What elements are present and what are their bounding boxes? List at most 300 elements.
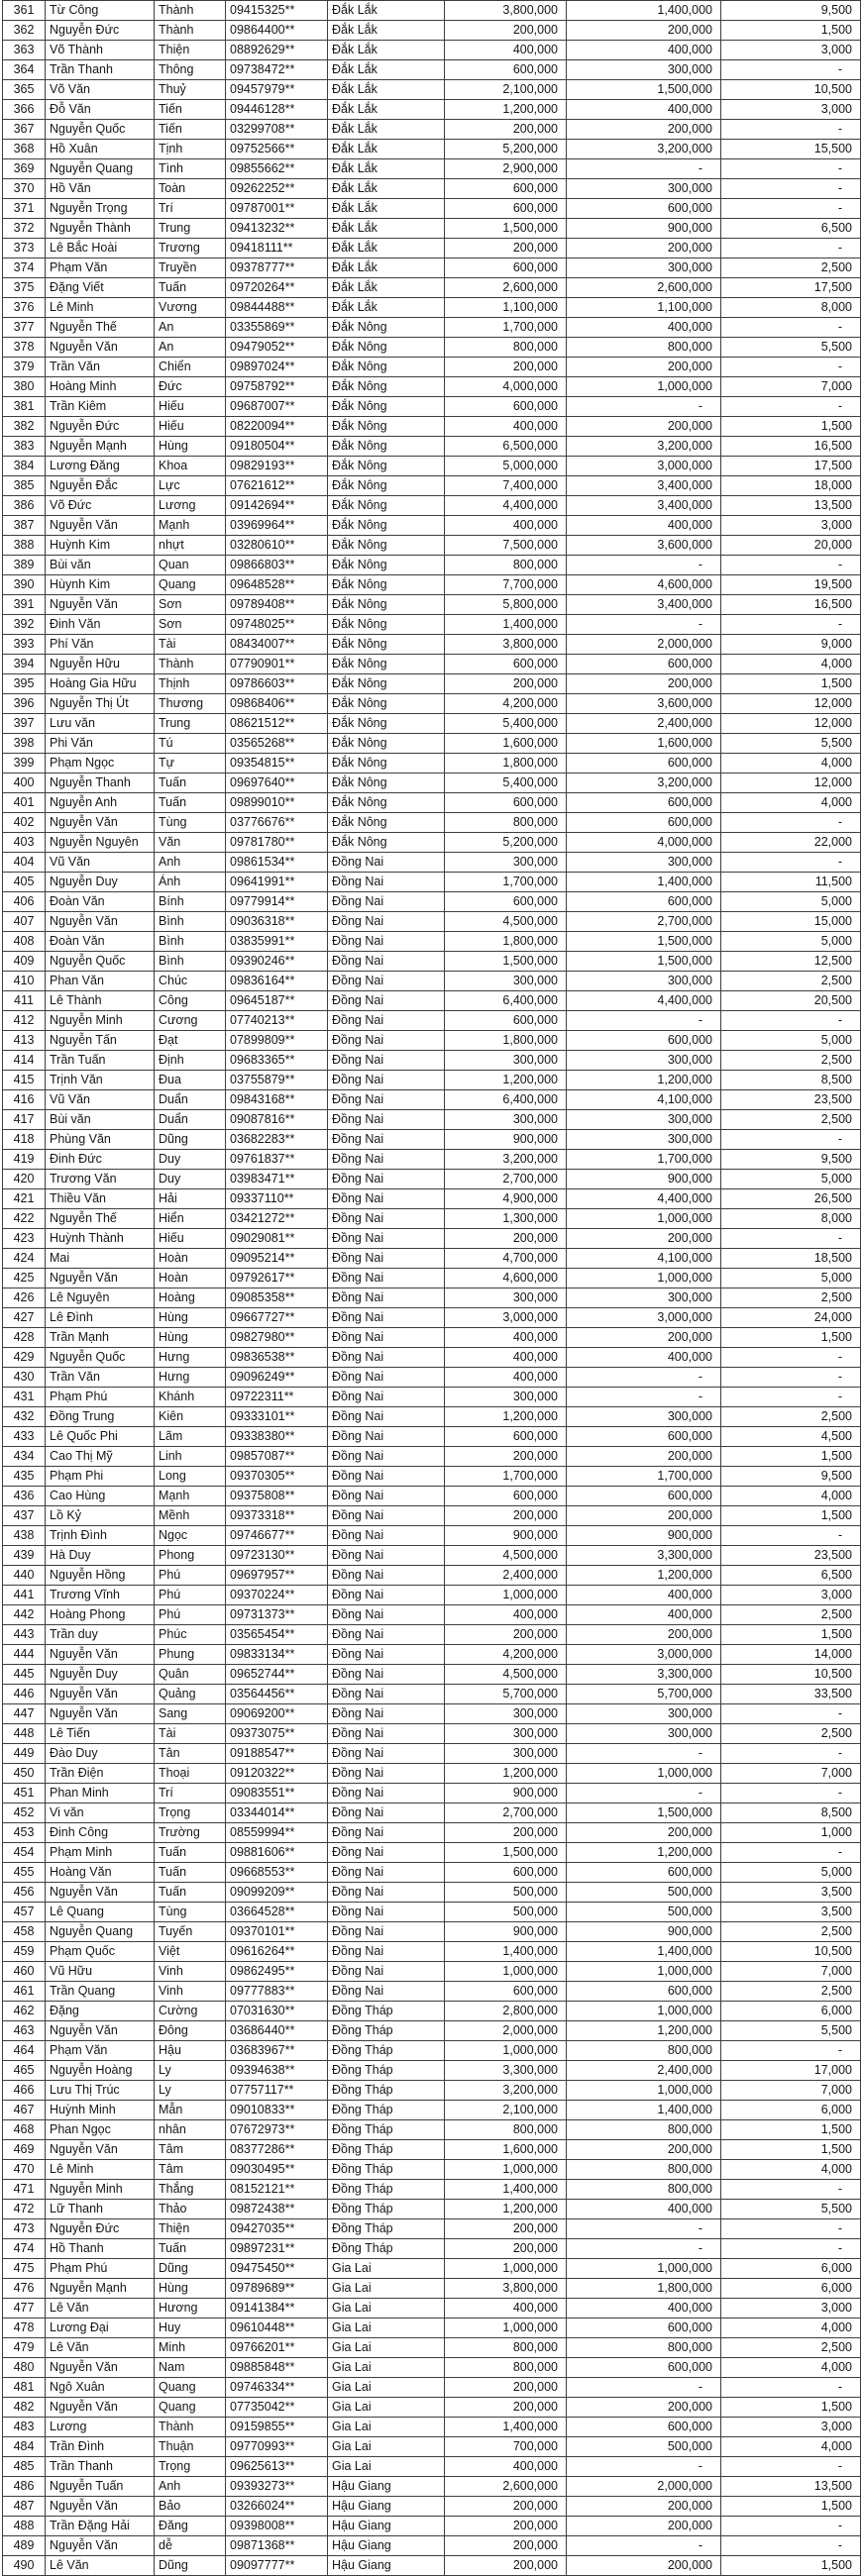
cell-amount2[interactable]: 1,100,000 <box>567 298 721 318</box>
cell-amount2[interactable]: 800,000 <box>567 2180 721 2200</box>
cell-amount2[interactable]: 1,000,000 <box>567 377 721 397</box>
cell-last_name[interactable]: Lê Quang <box>46 1903 155 1922</box>
cell-province[interactable]: Đồng Nai <box>328 1071 445 1090</box>
cell-amount1[interactable]: 200,000 <box>445 239 567 258</box>
cell-phone[interactable]: 07757117** <box>226 2081 328 2101</box>
cell-phone[interactable]: 07621612** <box>226 476 328 496</box>
cell-phone[interactable]: 03565268** <box>226 734 328 754</box>
cell-index[interactable]: 403 <box>3 833 46 853</box>
cell-province[interactable]: Đồng Nai <box>328 1368 445 1388</box>
cell-amount2[interactable]: 600,000 <box>567 1982 721 2002</box>
cell-province[interactable]: Đắk Nông <box>328 655 445 674</box>
cell-amount3[interactable]: - <box>721 2378 861 2398</box>
cell-amount2[interactable]: 200,000 <box>567 2517 721 2536</box>
cell-index[interactable]: 469 <box>3 2140 46 2160</box>
cell-index[interactable]: 436 <box>3 1487 46 1506</box>
cell-amount3[interactable]: 5,500 <box>721 338 861 358</box>
cell-amount2[interactable]: 400,000 <box>567 516 721 536</box>
cell-amount2[interactable]: 300,000 <box>567 1724 721 1744</box>
cell-amount1[interactable]: 400,000 <box>445 516 567 536</box>
cell-amount2[interactable]: 200,000 <box>567 2140 721 2160</box>
cell-first_name[interactable]: Duẩn <box>155 1090 226 1110</box>
cell-last_name[interactable]: Phí Văn <box>46 635 155 655</box>
cell-phone[interactable]: 09855662** <box>226 159 328 179</box>
cell-phone[interactable]: 09748025** <box>226 615 328 635</box>
cell-province[interactable]: Đắk Nông <box>328 694 445 714</box>
cell-last_name[interactable]: Trần Kiêm <box>46 397 155 417</box>
cell-index[interactable]: 466 <box>3 2081 46 2101</box>
cell-amount1[interactable]: 1,600,000 <box>445 2140 567 2160</box>
cell-last_name[interactable]: Trần Thanh <box>46 60 155 80</box>
cell-phone[interactable]: 09668553** <box>226 1863 328 1883</box>
cell-last_name[interactable]: Lê Minh <box>46 2160 155 2180</box>
cell-phone[interactable]: 09836538** <box>226 1348 328 1368</box>
cell-amount3[interactable]: - <box>721 1704 861 1724</box>
cell-last_name[interactable]: Lưu văn <box>46 714 155 734</box>
cell-province[interactable]: Đắk Nông <box>328 457 445 476</box>
cell-amount3[interactable]: 17,000 <box>721 2061 861 2081</box>
cell-last_name[interactable]: Hùynh Kim <box>46 575 155 595</box>
cell-phone[interactable]: 09723130** <box>226 1546 328 1566</box>
cell-first_name[interactable]: Anh <box>155 853 226 873</box>
cell-last_name[interactable]: Từ Công <box>46 1 155 21</box>
cell-amount2[interactable]: - <box>567 1368 721 1388</box>
cell-first_name[interactable]: Thiện <box>155 41 226 60</box>
cell-index[interactable]: 375 <box>3 278 46 298</box>
cell-phone[interactable]: 09827980** <box>226 1328 328 1348</box>
cell-index[interactable]: 467 <box>3 2101 46 2120</box>
cell-amount1[interactable]: 1,400,000 <box>445 615 567 635</box>
cell-province[interactable]: Đắk Nông <box>328 615 445 635</box>
cell-amount3[interactable]: 1,500 <box>721 417 861 437</box>
cell-province[interactable]: Đồng Nai <box>328 1348 445 1368</box>
cell-amount1[interactable]: 4,500,000 <box>445 1546 567 1566</box>
cell-phone[interactable]: 09872438** <box>226 2200 328 2219</box>
cell-province[interactable]: Đắk Nông <box>328 318 445 338</box>
cell-index[interactable]: 390 <box>3 575 46 595</box>
cell-province[interactable]: Đắk Nông <box>328 575 445 595</box>
cell-index[interactable]: 361 <box>3 1 46 21</box>
cell-phone[interactable]: 09697640** <box>226 773 328 793</box>
cell-index[interactable]: 395 <box>3 674 46 694</box>
cell-amount2[interactable]: 600,000 <box>567 2358 721 2378</box>
cell-index[interactable]: 428 <box>3 1328 46 1348</box>
cell-amount1[interactable]: 300,000 <box>445 1704 567 1724</box>
cell-amount3[interactable]: - <box>721 159 861 179</box>
cell-amount1[interactable]: 5,800,000 <box>445 595 567 615</box>
cell-index[interactable]: 420 <box>3 1170 46 1189</box>
cell-phone[interactable]: 09781780** <box>226 833 328 853</box>
cell-index[interactable]: 464 <box>3 2041 46 2061</box>
cell-last_name[interactable]: Hồ Xuân <box>46 140 155 159</box>
cell-first_name[interactable]: Trí <box>155 1784 226 1803</box>
cell-province[interactable]: Đồng Nai <box>328 1427 445 1447</box>
cell-amount1[interactable]: 3,300,000 <box>445 2061 567 2081</box>
cell-amount1[interactable]: 2,600,000 <box>445 278 567 298</box>
cell-phone[interactable]: 09897024** <box>226 358 328 377</box>
cell-index[interactable]: 438 <box>3 1526 46 1546</box>
cell-last_name[interactable]: Đoàn Văn <box>46 892 155 912</box>
cell-index[interactable]: 377 <box>3 318 46 338</box>
cell-amount2[interactable]: - <box>567 556 721 575</box>
cell-last_name[interactable]: Nguyễn Quang <box>46 1922 155 1942</box>
cell-last_name[interactable]: Lương Đại <box>46 2318 155 2338</box>
cell-amount2[interactable]: 900,000 <box>567 1922 721 1942</box>
cell-amount1[interactable]: 200,000 <box>445 2497 567 2517</box>
cell-last_name[interactable]: Nguyễn Hồng <box>46 1566 155 1586</box>
cell-amount1[interactable]: 300,000 <box>445 853 567 873</box>
cell-index[interactable]: 445 <box>3 1665 46 1685</box>
cell-index[interactable]: 483 <box>3 2418 46 2437</box>
cell-index[interactable]: 470 <box>3 2160 46 2180</box>
cell-amount3[interactable]: - <box>721 60 861 80</box>
cell-first_name[interactable]: Tiến <box>155 120 226 140</box>
cell-last_name[interactable]: Hà Duy <box>46 1546 155 1566</box>
cell-phone[interactable]: 03686440** <box>226 2021 328 2041</box>
cell-phone[interactable]: 09833134** <box>226 1645 328 1665</box>
cell-last_name[interactable]: Lương <box>46 2418 155 2437</box>
cell-first_name[interactable]: Thành <box>155 655 226 674</box>
cell-amount2[interactable]: 300,000 <box>567 972 721 991</box>
cell-last_name[interactable]: Phạm Phú <box>46 1388 155 1407</box>
cell-amount1[interactable]: 4,700,000 <box>445 1249 567 1269</box>
cell-last_name[interactable]: Lồ Kỷ <box>46 1506 155 1526</box>
cell-last_name[interactable]: Nguyễn Đức <box>46 21 155 41</box>
cell-amount1[interactable]: 800,000 <box>445 2358 567 2378</box>
cell-amount1[interactable]: 300,000 <box>445 1288 567 1308</box>
cell-amount3[interactable]: 19,500 <box>721 575 861 595</box>
cell-first_name[interactable]: Thương <box>155 694 226 714</box>
cell-amount1[interactable]: 4,500,000 <box>445 912 567 932</box>
cell-province[interactable]: Đồng Tháp <box>328 2081 445 2101</box>
cell-amount3[interactable]: 4,000 <box>721 2160 861 2180</box>
cell-phone[interactable]: 09857087** <box>226 1447 328 1467</box>
cell-amount3[interactable]: - <box>721 120 861 140</box>
cell-last_name[interactable]: Nguyễn Văn <box>46 1685 155 1704</box>
cell-phone[interactable]: 09777883** <box>226 1982 328 2002</box>
cell-amount2[interactable]: - <box>567 2219 721 2239</box>
cell-amount1[interactable]: 3,200,000 <box>445 1150 567 1170</box>
cell-province[interactable]: Đồng Nai <box>328 991 445 1011</box>
cell-amount1[interactable]: 300,000 <box>445 1388 567 1407</box>
cell-province[interactable]: Đồng Nai <box>328 1546 445 1566</box>
cell-amount1[interactable]: 300,000 <box>445 1110 567 1130</box>
cell-amount2[interactable]: 3,600,000 <box>567 694 721 714</box>
cell-index[interactable]: 415 <box>3 1071 46 1090</box>
cell-amount3[interactable]: 2,500 <box>721 1605 861 1625</box>
cell-amount1[interactable]: 1,200,000 <box>445 1071 567 1090</box>
cell-amount1[interactable]: 1,800,000 <box>445 932 567 952</box>
cell-last_name[interactable]: Trần Mạnh <box>46 1328 155 1348</box>
cell-first_name[interactable]: Thuỷ <box>155 80 226 100</box>
cell-index[interactable]: 481 <box>3 2378 46 2398</box>
cell-index[interactable]: 362 <box>3 21 46 41</box>
cell-last_name[interactable]: Trần Văn <box>46 1368 155 1388</box>
cell-phone[interactable]: 03266024** <box>226 2497 328 2517</box>
cell-last_name[interactable]: Trịnh Văn <box>46 1071 155 1090</box>
cell-amount1[interactable]: 1,600,000 <box>445 734 567 754</box>
cell-phone[interactable]: 09667727** <box>226 1308 328 1328</box>
cell-last_name[interactable]: Đỗ Văn <box>46 100 155 120</box>
cell-province[interactable]: Đồng Nai <box>328 1843 445 1863</box>
cell-province[interactable]: Đồng Nai <box>328 1962 445 1982</box>
cell-province[interactable]: Đồng Nai <box>328 1487 445 1506</box>
cell-first_name[interactable]: Anh <box>155 2477 226 2497</box>
cell-first_name[interactable]: Quảng <box>155 1685 226 1704</box>
cell-phone[interactable]: 03344014** <box>226 1803 328 1823</box>
cell-amount3[interactable]: 12,000 <box>721 714 861 734</box>
cell-last_name[interactable]: Nguyễn Mạnh <box>46 2279 155 2299</box>
cell-amount3[interactable]: 17,500 <box>721 457 861 476</box>
cell-amount2[interactable]: - <box>567 2457 721 2477</box>
cell-index[interactable]: 414 <box>3 1051 46 1071</box>
cell-amount3[interactable]: - <box>721 2517 861 2536</box>
cell-amount2[interactable]: 500,000 <box>567 1883 721 1903</box>
cell-phone[interactable]: 08152121** <box>226 2180 328 2200</box>
cell-first_name[interactable]: Quang <box>155 575 226 595</box>
cell-index[interactable]: 396 <box>3 694 46 714</box>
cell-first_name[interactable]: Sơn <box>155 615 226 635</box>
cell-phone[interactable]: 09096249** <box>226 1368 328 1388</box>
cell-first_name[interactable]: Hưng <box>155 1348 226 1368</box>
cell-first_name[interactable]: Bình <box>155 932 226 952</box>
cell-first_name[interactable]: Lực <box>155 476 226 496</box>
cell-first_name[interactable]: Hoàn <box>155 1249 226 1269</box>
cell-index[interactable]: 369 <box>3 159 46 179</box>
cell-first_name[interactable]: Ngọc <box>155 1526 226 1546</box>
cell-index[interactable]: 472 <box>3 2200 46 2219</box>
cell-amount2[interactable]: 500,000 <box>567 1903 721 1922</box>
cell-phone[interactable]: 09413232** <box>226 219 328 239</box>
cell-phone[interactable]: 09610448** <box>226 2318 328 2338</box>
cell-first_name[interactable]: Minh <box>155 2338 226 2358</box>
cell-amount3[interactable]: - <box>721 1526 861 1546</box>
cell-first_name[interactable]: Chúc <box>155 972 226 991</box>
cell-phone[interactable]: 09683365** <box>226 1051 328 1071</box>
cell-province[interactable]: Gia Lai <box>328 2318 445 2338</box>
cell-index[interactable]: 387 <box>3 516 46 536</box>
cell-index[interactable]: 486 <box>3 2477 46 2497</box>
cell-last_name[interactable]: Nguyễn Tuấn <box>46 2477 155 2497</box>
cell-phone[interactable]: 08434007** <box>226 635 328 655</box>
cell-index[interactable]: 373 <box>3 239 46 258</box>
cell-province[interactable]: Đồng Nai <box>328 1704 445 1724</box>
cell-last_name[interactable]: Thiều Văn <box>46 1189 155 1209</box>
cell-last_name[interactable]: Phi Văn <box>46 734 155 754</box>
cell-phone[interactable]: 09457979** <box>226 80 328 100</box>
cell-amount1[interactable]: 6,500,000 <box>445 437 567 457</box>
cell-province[interactable]: Đồng Nai <box>328 1903 445 1922</box>
cell-first_name[interactable]: Toàn <box>155 179 226 199</box>
cell-amount2[interactable]: 1,800,000 <box>567 2279 721 2299</box>
cell-last_name[interactable]: Lê Tiến <box>46 1724 155 1744</box>
cell-first_name[interactable]: nhân <box>155 2120 226 2140</box>
cell-first_name[interactable]: Sang <box>155 1704 226 1724</box>
cell-province[interactable]: Đắk Nông <box>328 536 445 556</box>
cell-province[interactable]: Đồng Nai <box>328 892 445 912</box>
cell-province[interactable]: Gia Lai <box>328 2457 445 2477</box>
cell-first_name[interactable]: Hậu <box>155 2041 226 2061</box>
cell-last_name[interactable]: Nguyễn Anh <box>46 793 155 813</box>
cell-phone[interactable]: 09885848** <box>226 2358 328 2378</box>
cell-amount1[interactable]: 500,000 <box>445 1903 567 1922</box>
cell-first_name[interactable]: Thịnh <box>155 674 226 694</box>
cell-amount3[interactable]: 20,000 <box>721 536 861 556</box>
cell-index[interactable]: 458 <box>3 1922 46 1942</box>
cell-amount1[interactable]: 1,400,000 <box>445 1942 567 1962</box>
cell-first_name[interactable]: Đạt <box>155 1031 226 1051</box>
cell-amount1[interactable]: 900,000 <box>445 1922 567 1942</box>
cell-phone[interactable]: 09337110** <box>226 1189 328 1209</box>
cell-province[interactable]: Đồng Nai <box>328 853 445 873</box>
cell-amount3[interactable]: - <box>721 179 861 199</box>
cell-amount2[interactable]: 2,600,000 <box>567 278 721 298</box>
cell-phone[interactable]: 09722311** <box>226 1388 328 1407</box>
cell-first_name[interactable]: Tình <box>155 159 226 179</box>
cell-amount3[interactable]: - <box>721 615 861 635</box>
cell-amount2[interactable]: 1,600,000 <box>567 734 721 754</box>
cell-first_name[interactable]: Mềnh <box>155 1506 226 1526</box>
cell-first_name[interactable]: Tuấn <box>155 793 226 813</box>
cell-amount3[interactable]: 4,000 <box>721 793 861 813</box>
cell-last_name[interactable]: Lê Minh <box>46 298 155 318</box>
cell-first_name[interactable]: Mạnh <box>155 1487 226 1506</box>
cell-amount3[interactable]: 16,500 <box>721 437 861 457</box>
cell-amount1[interactable]: 200,000 <box>445 1447 567 1467</box>
cell-first_name[interactable]: Phúc <box>155 1625 226 1645</box>
cell-amount2[interactable]: 200,000 <box>567 1447 721 1467</box>
cell-amount3[interactable]: 1,500 <box>721 2497 861 2517</box>
cell-last_name[interactable]: Hoàng Gia Hữu <box>46 674 155 694</box>
cell-last_name[interactable]: Phạm Minh <box>46 1843 155 1863</box>
cell-phone[interactable]: 08559994** <box>226 1823 328 1843</box>
cell-province[interactable]: Đồng Nai <box>328 1407 445 1427</box>
cell-province[interactable]: Đắk Lắk <box>328 179 445 199</box>
cell-amount1[interactable]: 5,200,000 <box>445 140 567 159</box>
cell-amount2[interactable]: - <box>567 615 721 635</box>
cell-amount1[interactable]: 900,000 <box>445 1130 567 1150</box>
cell-first_name[interactable]: Khánh <box>155 1388 226 1407</box>
cell-phone[interactable]: 09761837** <box>226 1150 328 1170</box>
cell-amount2[interactable]: 3,200,000 <box>567 773 721 793</box>
cell-province[interactable]: Đồng Tháp <box>328 2120 445 2140</box>
cell-last_name[interactable]: Nguyễn Nguyên <box>46 833 155 853</box>
cell-amount1[interactable]: 5,200,000 <box>445 833 567 853</box>
cell-province[interactable]: Gia Lai <box>328 2279 445 2299</box>
cell-first_name[interactable]: Quang <box>155 2378 226 2398</box>
cell-amount1[interactable]: 1,800,000 <box>445 754 567 773</box>
cell-phone[interactable]: 09899010** <box>226 793 328 813</box>
cell-last_name[interactable]: Bùi văn <box>46 556 155 575</box>
cell-phone[interactable]: 09770993** <box>226 2437 328 2457</box>
cell-amount1[interactable]: 1,500,000 <box>445 952 567 972</box>
cell-amount3[interactable]: 5,000 <box>721 1170 861 1189</box>
cell-phone[interactable]: 03755879** <box>226 1071 328 1090</box>
cell-amount1[interactable]: 1,700,000 <box>445 873 567 892</box>
cell-amount1[interactable]: 900,000 <box>445 1784 567 1803</box>
cell-last_name[interactable]: Nguyễn Văn <box>46 1704 155 1724</box>
cell-amount3[interactable]: 9,500 <box>721 1 861 21</box>
cell-amount3[interactable]: - <box>721 358 861 377</box>
cell-first_name[interactable]: Thoại <box>155 1764 226 1784</box>
cell-index[interactable]: 376 <box>3 298 46 318</box>
cell-first_name[interactable]: Vương <box>155 298 226 318</box>
cell-amount1[interactable]: 2,700,000 <box>445 1803 567 1823</box>
cell-first_name[interactable]: Quan <box>155 556 226 575</box>
cell-index[interactable]: 448 <box>3 1724 46 1744</box>
cell-phone[interactable]: 09141384** <box>226 2299 328 2318</box>
cell-province[interactable]: Đồng Nai <box>328 1823 445 1843</box>
cell-phone[interactable]: 09087816** <box>226 1110 328 1130</box>
cell-last_name[interactable]: Nguyễn Đức <box>46 2219 155 2239</box>
cell-index[interactable]: 465 <box>3 2061 46 2081</box>
cell-amount1[interactable]: 500,000 <box>445 1883 567 1903</box>
cell-amount2[interactable]: 1,200,000 <box>567 1566 721 1586</box>
cell-province[interactable]: Đắk Lắk <box>328 239 445 258</box>
cell-phone[interactable]: 09390246** <box>226 952 328 972</box>
cell-amount3[interactable]: 23,500 <box>721 1090 861 1110</box>
cell-province[interactable]: Đắk Lắk <box>328 298 445 318</box>
cell-amount3[interactable]: 9,500 <box>721 1150 861 1170</box>
cell-amount3[interactable]: - <box>721 2536 861 2556</box>
cell-first_name[interactable]: Phú <box>155 1586 226 1605</box>
cell-amount1[interactable]: 2,000,000 <box>445 2021 567 2041</box>
cell-last_name[interactable]: Vũ Hữu <box>46 1962 155 1982</box>
cell-last_name[interactable]: Nguyễn Thanh <box>46 773 155 793</box>
cell-amount1[interactable]: 2,100,000 <box>445 2101 567 2120</box>
cell-last_name[interactable]: Trịnh Đình <box>46 1526 155 1546</box>
cell-province[interactable]: Gia Lai <box>328 2437 445 2457</box>
cell-province[interactable]: Đắk Lắk <box>328 159 445 179</box>
cell-amount3[interactable]: 9,500 <box>721 1467 861 1487</box>
cell-phone[interactable]: 09881606** <box>226 1843 328 1863</box>
cell-phone[interactable]: 08892629** <box>226 41 328 60</box>
cell-last_name[interactable]: Trần Quang <box>46 1982 155 2002</box>
cell-province[interactable]: Đồng Nai <box>328 1605 445 1625</box>
cell-index[interactable]: 384 <box>3 457 46 476</box>
cell-amount1[interactable]: 900,000 <box>445 1526 567 1546</box>
cell-first_name[interactable]: Tân <box>155 1744 226 1764</box>
cell-last_name[interactable]: Nguyễn Văn <box>46 595 155 615</box>
cell-index[interactable]: 468 <box>3 2120 46 2140</box>
cell-first_name[interactable]: Truyền <box>155 258 226 278</box>
cell-phone[interactable]: 09085358** <box>226 1288 328 1308</box>
cell-index[interactable]: 398 <box>3 734 46 754</box>
cell-amount2[interactable]: 600,000 <box>567 655 721 674</box>
cell-index[interactable]: 399 <box>3 754 46 773</box>
cell-amount1[interactable]: 1,200,000 <box>445 2200 567 2219</box>
cell-amount3[interactable]: 3,000 <box>721 2299 861 2318</box>
cell-amount1[interactable]: 4,200,000 <box>445 1645 567 1665</box>
cell-province[interactable]: Hậu Giang <box>328 2477 445 2497</box>
cell-index[interactable]: 431 <box>3 1388 46 1407</box>
cell-amount1[interactable]: 3,200,000 <box>445 2081 567 2101</box>
cell-amount3[interactable]: 4,000 <box>721 2437 861 2457</box>
cell-last_name[interactable]: Lê Văn <box>46 2299 155 2318</box>
cell-index[interactable]: 485 <box>3 2457 46 2477</box>
cell-amount3[interactable]: 8,000 <box>721 1209 861 1229</box>
cell-last_name[interactable]: Nguyễn Văn <box>46 338 155 358</box>
cell-amount1[interactable]: 1,200,000 <box>445 100 567 120</box>
cell-first_name[interactable]: Hùng <box>155 1328 226 1348</box>
cell-phone[interactable]: 09687007** <box>226 397 328 417</box>
cell-province[interactable]: Đồng Nai <box>328 1803 445 1823</box>
cell-last_name[interactable]: Nguyễn Duy <box>46 873 155 892</box>
cell-amount2[interactable]: 300,000 <box>567 1130 721 1150</box>
cell-last_name[interactable]: Đinh Công <box>46 1823 155 1843</box>
cell-province[interactable]: Gia Lai <box>328 2338 445 2358</box>
cell-amount1[interactable]: 600,000 <box>445 1863 567 1883</box>
